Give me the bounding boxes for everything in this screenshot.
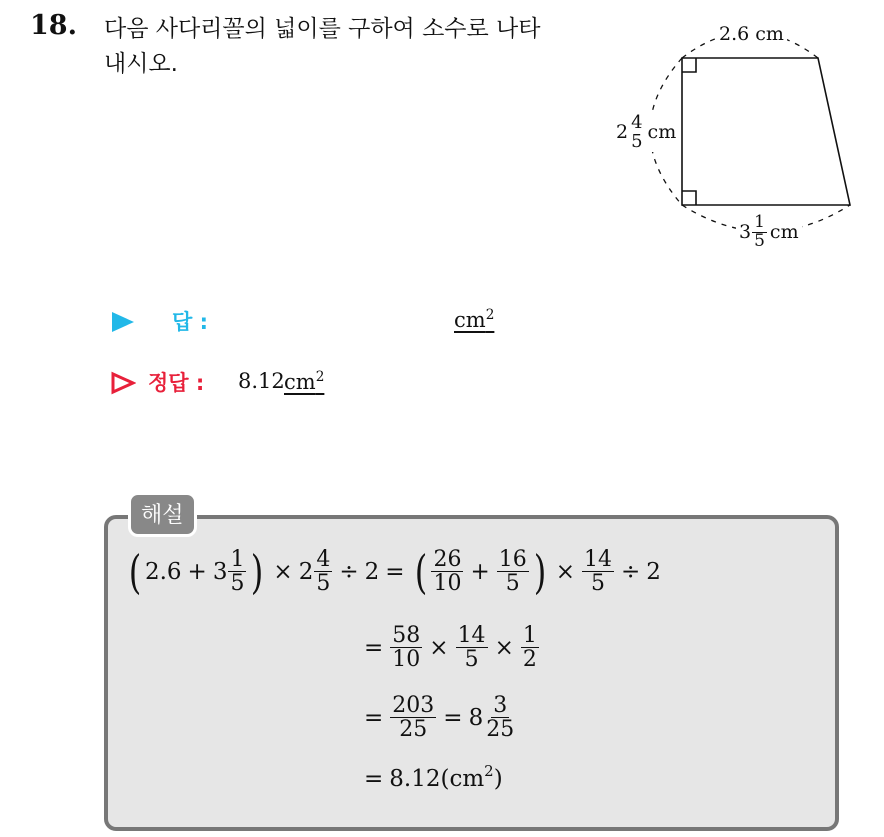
den: 5: [230, 571, 245, 597]
den: 2: [522, 647, 537, 673]
times-sign-2: ×: [555, 558, 575, 585]
answer-unit-exp: 2: [485, 307, 495, 323]
height-whole: 2: [616, 121, 629, 144]
close-paren-2: ): [533, 544, 547, 599]
answer-unit: [454, 307, 494, 332]
divisor-2: 2: [364, 558, 380, 585]
fraction-1-5: [228, 548, 246, 595]
plus-sign: +: [187, 558, 207, 585]
divide-sign-2: ÷: [621, 558, 641, 585]
outline-play-marker-icon: [110, 371, 136, 395]
height-length-label: [616, 114, 676, 152]
solution-line-4: [364, 762, 503, 792]
solution-line-1: [125, 544, 661, 599]
den: 5: [316, 571, 331, 597]
play-marker-icon: [110, 310, 136, 334]
result-exp: 2: [484, 762, 494, 780]
height-num: 4: [631, 112, 643, 133]
times-sign: ×: [273, 558, 293, 585]
plus-sign-2: +: [470, 558, 490, 585]
num: 1: [230, 547, 245, 572]
num: 203: [392, 693, 435, 718]
height-den: 5: [631, 130, 643, 152]
result-close: ): [493, 766, 503, 792]
times-sign: ×: [429, 634, 449, 661]
correct-unit-base: cm: [284, 370, 316, 394]
result-unit: (cm: [440, 766, 485, 792]
fraction-14-5: [456, 624, 488, 671]
question-number: 18.: [30, 10, 77, 41]
fraction-26-10: [431, 548, 463, 595]
equals-sign: =: [364, 766, 384, 792]
solution-line-3: [364, 694, 517, 741]
fraction-58-10: [390, 624, 422, 671]
times-sign-2: ×: [494, 634, 514, 661]
answer-unit-base: cm: [454, 308, 486, 332]
num: 26: [433, 547, 462, 572]
num: 58: [392, 623, 421, 648]
den: 25: [486, 717, 515, 743]
open-paren: (: [128, 544, 142, 599]
num: 14: [457, 623, 486, 648]
answer-blank[interactable]: [228, 336, 448, 337]
fraction-4-5: [314, 548, 332, 595]
equals-sign: =: [364, 634, 384, 661]
correct-unit-exp: 2: [315, 369, 325, 385]
fraction-16-5: [497, 548, 529, 595]
bottom-length-label: [736, 214, 802, 251]
den: 10: [392, 647, 421, 673]
fraction-3-25: [484, 694, 516, 741]
trapezoid-figure: [600, 18, 870, 268]
fraction-14-5: [582, 548, 614, 595]
den: 25: [399, 717, 428, 743]
height-unit: cm: [647, 121, 677, 144]
num: 14: [584, 547, 612, 572]
answer-input-row: [110, 306, 530, 340]
bottom-num: 1: [754, 212, 765, 232]
term-2-6: 2.6: [144, 558, 182, 585]
trapezoid-shape: [682, 58, 850, 205]
den: 5: [464, 647, 479, 673]
mixed-whole-2: 2: [298, 558, 314, 585]
right-angle-bottom-marker: [682, 191, 696, 205]
question-text-line1: 다음 사다리꼴의 넓이를 구하여 소수로 나타: [104, 16, 541, 42]
fraction-1-2: [521, 624, 539, 671]
correct-answer-unit: [284, 369, 324, 394]
result-value: 8.12: [389, 766, 441, 792]
explanation-tag: 해설: [128, 492, 197, 537]
answer-label: 답 :: [172, 310, 208, 334]
solution-line-2: [364, 624, 540, 671]
correct-answer-label: 정답 :: [148, 371, 205, 395]
num: 16: [498, 547, 527, 572]
correct-answer-value: 8.12: [238, 369, 285, 393]
height-fraction: [629, 114, 644, 152]
question-text-line2: 내시오.: [104, 51, 178, 77]
bottom-whole: 3: [739, 220, 752, 243]
open-paren-2: (: [414, 544, 427, 599]
question-text: [104, 12, 604, 82]
close-paren: ): [251, 544, 264, 599]
top-length-label: 2.6 cm: [716, 25, 787, 44]
bottom-fraction: [752, 214, 767, 251]
equals-sign: =: [385, 558, 405, 585]
bottom-unit: cm: [769, 220, 799, 243]
bottom-den: 5: [754, 230, 765, 251]
fraction-203-25: [390, 694, 436, 741]
correct-answer-row: [110, 366, 530, 400]
mixed-whole-8: 8: [468, 704, 484, 731]
mixed-whole-3: 3: [212, 558, 228, 585]
num: 3: [493, 693, 508, 718]
num: 1: [522, 623, 537, 648]
num: 4: [316, 547, 331, 572]
den: 10: [433, 571, 462, 597]
divide-sign: ÷: [339, 558, 359, 585]
right-angle-top-marker: [682, 58, 696, 72]
equals-sign-2: =: [443, 704, 463, 731]
equals-sign: =: [364, 704, 384, 731]
den: 5: [505, 571, 520, 597]
divisor-2b: 2: [646, 558, 661, 585]
den: 5: [591, 571, 605, 597]
